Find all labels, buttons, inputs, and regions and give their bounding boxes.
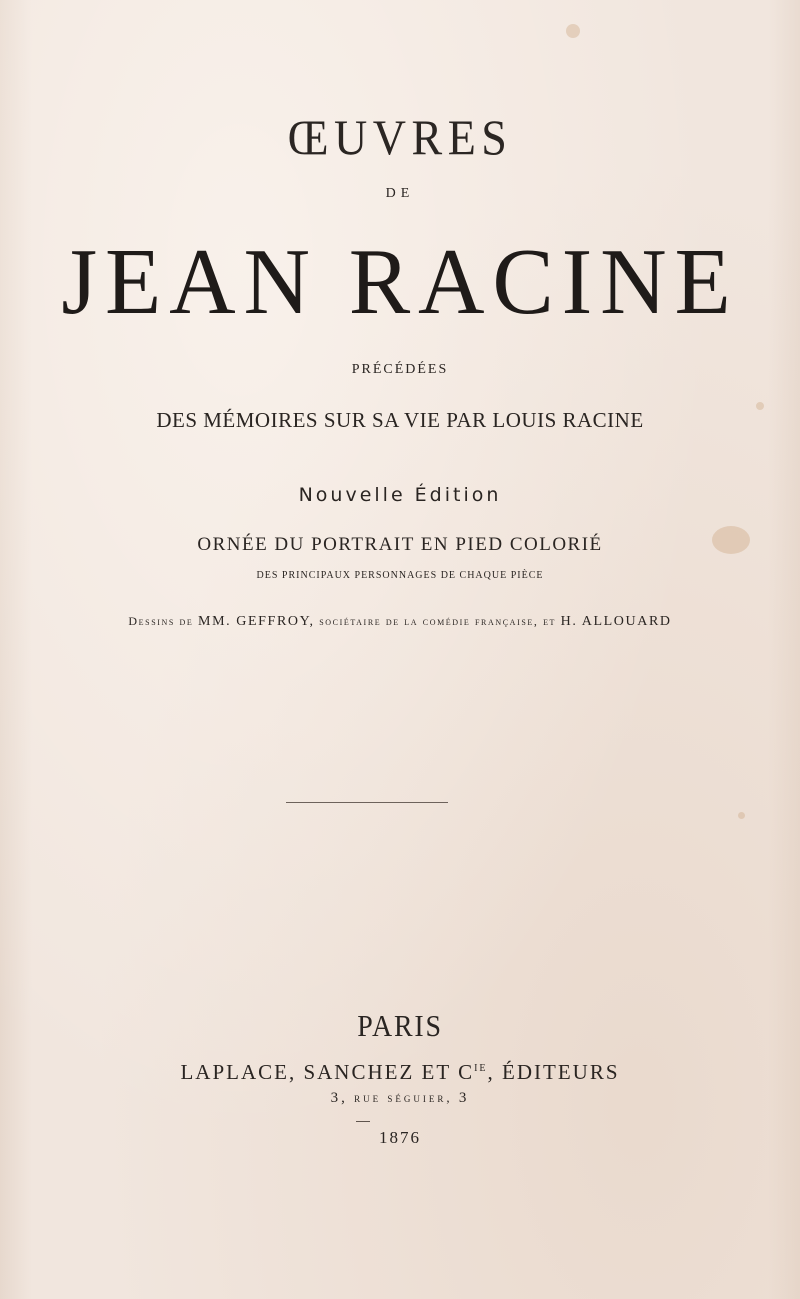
principaux-line: DES PRINCIPAUX PERSONNAGES DE CHAQUE PIÈCE [256, 570, 544, 581]
illustrator-allouard: H. ALLOUARD [560, 614, 672, 629]
address-line [0, 1090, 800, 1107]
edition-line: Nouvelle Édition [298, 484, 502, 506]
memoires-line: DES MÉMOIRES SUR SA VIE PAR LOUIS RACINE [156, 408, 644, 432]
publisher-editeurs: , ÉDITEURS [487, 1060, 620, 1084]
preposition-de: DE [385, 186, 415, 201]
publication-year: 1876 [379, 1128, 421, 1147]
societaire-text: sociétaire de la comédie française, et [319, 614, 557, 628]
foxing-spot [738, 812, 745, 819]
imprint-city: PARIS [357, 1008, 443, 1043]
year-rule [356, 1121, 370, 1122]
publisher-superscript: IE [474, 1063, 488, 1074]
address-street: rue séguier, [354, 1090, 453, 1105]
publisher-name: LAPLACE, SANCHEZ ET C [180, 1060, 475, 1084]
publisher-line [0, 1060, 800, 1085]
work-title: ŒUVRES [287, 109, 513, 165]
divider-rule [286, 802, 448, 803]
precedees-label: PRÉCÉDÉES [351, 362, 449, 377]
illustrators-line [0, 614, 800, 630]
foxing-spot [566, 24, 580, 38]
illustrator-geffroy: MM. GEFFROY, [198, 614, 315, 629]
ornee-line: ORNÉE DU PORTRAIT EN PIED COLORIÉ [197, 534, 603, 555]
dessins-prefix: Dessins de [128, 614, 194, 628]
author-name: JEAN RACINE [61, 230, 739, 334]
address-number-2: 3 [458, 1090, 470, 1106]
address-number-1: 3, [330, 1090, 348, 1106]
